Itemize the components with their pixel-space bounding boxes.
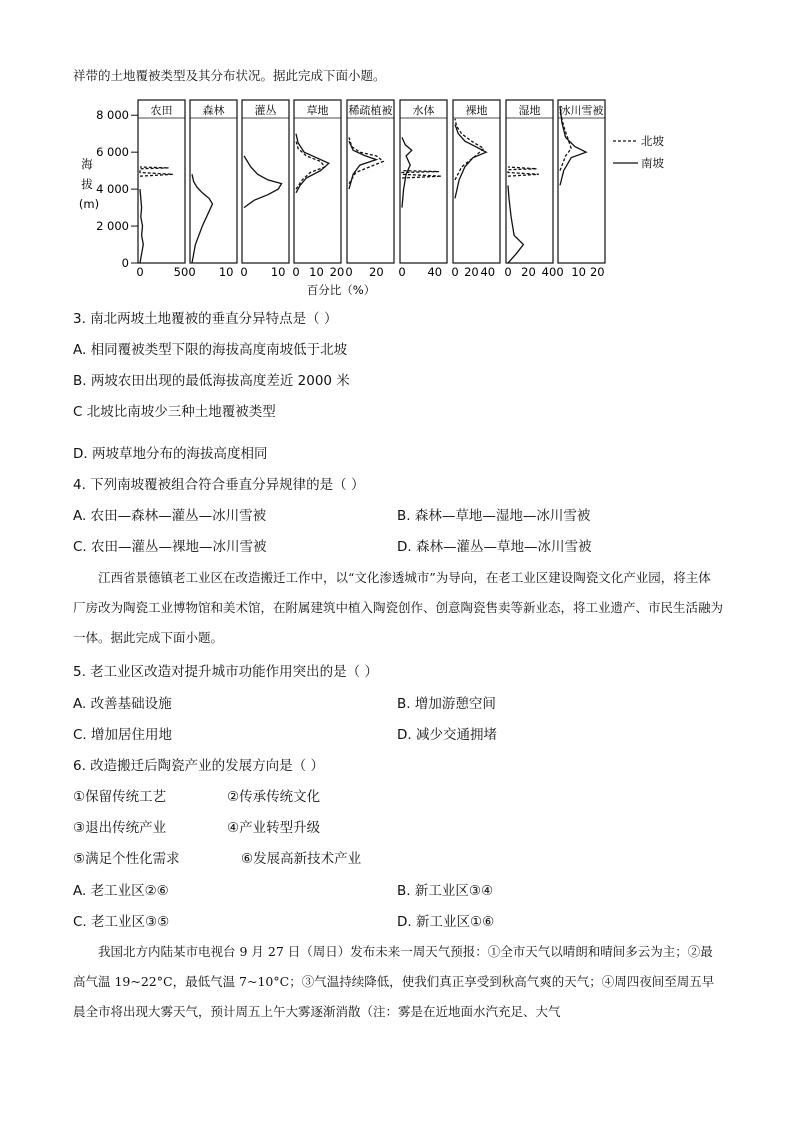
- q6-item-1: ①保留传统工艺: [73, 789, 167, 805]
- north-slope-line: [455, 119, 484, 180]
- x-tick-label: 0: [136, 265, 144, 279]
- x-tick-label: 0: [345, 265, 353, 279]
- y-tick-label: 4 000: [96, 182, 129, 197]
- vegetation-altitude-chart: [73, 96, 664, 300]
- q6-item-2: ②传承传统文化: [227, 789, 321, 805]
- x-tick-label: 0: [451, 265, 459, 279]
- panel-title: 稀疏植被: [348, 104, 393, 117]
- q4-option-a[interactable]: A. 农田—森林—灌丛—冰川雪被: [73, 508, 267, 524]
- panel-title: 冰川雪被: [559, 104, 604, 117]
- q6-option-c[interactable]: C. 老工业区③⑤: [73, 914, 170, 930]
- x-tick-label: 10: [309, 265, 324, 279]
- q5-stem: 5. 老工业区改造对提升城市功能作用突出的是（ ）: [73, 664, 378, 680]
- q6-item-4: ④产业转型升级: [227, 820, 321, 836]
- south-slope-line: [192, 174, 213, 263]
- q6-option-b[interactable]: B. 新工业区③④: [397, 883, 494, 899]
- north-slope-line: [402, 171, 441, 178]
- panel-frame: [453, 100, 500, 263]
- panel-1: [136, 100, 188, 279]
- q6-item-6: ⑥发展高新技术产业: [241, 851, 362, 867]
- north-slope-line: [140, 167, 173, 176]
- x-tick-label: 0: [240, 265, 248, 279]
- x-tick-label: 20: [589, 265, 605, 279]
- panel-title: 森林: [202, 104, 225, 117]
- y-tick-label: 8 000: [96, 108, 129, 123]
- x-tick-label: 50: [173, 265, 189, 279]
- panel-frame: [138, 100, 185, 263]
- north-slope-line: [296, 141, 325, 189]
- q5-option-d[interactable]: D. 减少交通拥堵: [397, 727, 497, 743]
- panel-6: [398, 100, 447, 279]
- panel-frame: [400, 100, 447, 263]
- south-slope-line: [455, 125, 486, 199]
- north-slope-line: [349, 137, 383, 183]
- x-tick-label: 0: [292, 265, 300, 279]
- x-tick-label: 20: [369, 265, 384, 279]
- q6-option-d[interactable]: D. 新工业区①⑥: [397, 914, 495, 930]
- q4-option-b[interactable]: B. 森林—草地—湿地—冰川雪被: [397, 508, 591, 524]
- y-tick-label: 0: [121, 256, 129, 270]
- south-slope-line: [296, 134, 329, 193]
- south-slope-line: [140, 189, 143, 263]
- q3-option-c[interactable]: C 北坡比南坡少三种土地覆被类型: [73, 404, 276, 420]
- q3-option-a[interactable]: A. 相同覆被类型下限的海拔高度南坡低于北坡: [73, 342, 348, 358]
- panel-title: 草地: [306, 104, 329, 117]
- x-axis-label: 百分比（%）: [306, 283, 376, 297]
- panel-2: [188, 100, 237, 279]
- q5-option-c[interactable]: C. 增加居住用地: [73, 727, 173, 743]
- panel-title: 农田: [150, 104, 173, 117]
- q6-item-3: ③退出传统产业: [73, 820, 167, 836]
- q4-option-d[interactable]: D. 森林—灌丛—草地—冰川雪被: [397, 539, 592, 555]
- north-slope-line: [508, 167, 539, 176]
- y-axis: [79, 108, 138, 270]
- q6-stem: 6. 改造搬迁后陶瓷产业的发展方向是（ ）: [73, 758, 324, 774]
- passage-jingdezhen: 江西省景德镇老工业区在改造搬迁工作中，以“文化渗透城市”为导向，在老工业区建设陶瓷文化产业园，将主体厂房改为陶瓷工业博物馆和美术馆，在附属建筑中植入陶瓷创作、创意陶瓷售卖等新业态，将工业遗产、市民生活融为一体。据此完成下面小题。: [73, 570, 724, 645]
- x-tick-label: 40: [427, 265, 443, 279]
- panel-title: 灌丛: [254, 104, 277, 117]
- q6-item-5: ⑤满足个性化需求: [73, 851, 180, 867]
- q3-option-b[interactable]: B. 两坡农田出现的最低海拔高度差近 2000 米: [73, 373, 350, 389]
- y-axis-label: 海: [81, 157, 93, 171]
- intro-tail: 祥带的土地覆被类型及其分布状况。据此完成下面小题。: [73, 68, 386, 83]
- q3-stem: 3. 南北两坡土地覆被的垂直分异特点是（ ）: [73, 311, 338, 327]
- q6-option-a[interactable]: A. 老工业区②⑥: [73, 883, 169, 899]
- south-slope-line: [508, 185, 523, 263]
- panel-7: [451, 100, 500, 279]
- x-tick-label: 0: [398, 265, 406, 279]
- x-tick-label: 20: [521, 265, 536, 279]
- panel-title: 湿地: [518, 104, 541, 117]
- x-tick-label: 10: [218, 265, 234, 279]
- y-tick-label: 2 000: [96, 219, 129, 234]
- chart-panels: [136, 100, 605, 279]
- q4-stem: 4. 下列南坡覆被组合符合垂直分异规律的是（ ）: [73, 477, 365, 493]
- q5-option-a[interactable]: A. 改善基础设施: [73, 696, 172, 712]
- panel-5: [345, 100, 394, 279]
- y-axis-unit: (m): [78, 197, 100, 211]
- q3-option-d[interactable]: D. 两坡草地分布的海拔高度相同: [73, 446, 268, 462]
- q4-option-c[interactable]: C. 农田—灌丛—裸地—冰川雪被: [73, 539, 267, 555]
- panel-8: [504, 100, 556, 279]
- x-tick-label: 0: [556, 265, 564, 279]
- x-tick-label: 40: [480, 265, 496, 279]
- south-slope-line: [244, 156, 282, 208]
- x-tick-label: 20: [464, 265, 479, 279]
- panel-frame: [242, 100, 289, 263]
- x-tick-label: 0: [188, 265, 196, 279]
- x-tick-label: 0: [504, 265, 512, 279]
- y-tick-label: 6 000: [96, 145, 129, 160]
- legend-north-label: 北坡: [641, 134, 664, 148]
- panel-title: 裸地: [465, 104, 488, 117]
- panel-4: [292, 100, 344, 279]
- y-axis-label: 拔: [81, 177, 93, 191]
- x-tick-label: 20: [329, 265, 345, 279]
- panel-frame: [506, 100, 553, 263]
- chart-legend: [613, 134, 664, 170]
- panel-title: 水体: [412, 104, 435, 117]
- legend-south-label: 南坡: [641, 156, 664, 170]
- panel-frame: [294, 100, 341, 263]
- panel-frame: [347, 100, 394, 263]
- x-tick-label: 10: [571, 265, 586, 279]
- x-tick-label: 10: [270, 265, 286, 279]
- panel-9: [556, 100, 605, 279]
- panel-frame: [558, 100, 605, 263]
- q5-option-b[interactable]: B. 增加游憩空间: [397, 696, 496, 712]
- panel-3: [240, 100, 289, 279]
- passage-weather: 我国北方内陆某市电视台 9 月 27 日（周日）发布未来一周天气预报：①全市天气以晴朗和晴间多云为主；②最高气温 19~22°C，最低气温 7~10°C；③气温持续降低，使我们真正享受到秋高气爽的天气；④周四夜间至周五早晨全市将出现大雾天气，预计周五上午大雾逐渐消散（注：雾是在近地面水汽充足、大气: [73, 944, 715, 1019]
- x-tick-label: 40: [541, 265, 557, 279]
